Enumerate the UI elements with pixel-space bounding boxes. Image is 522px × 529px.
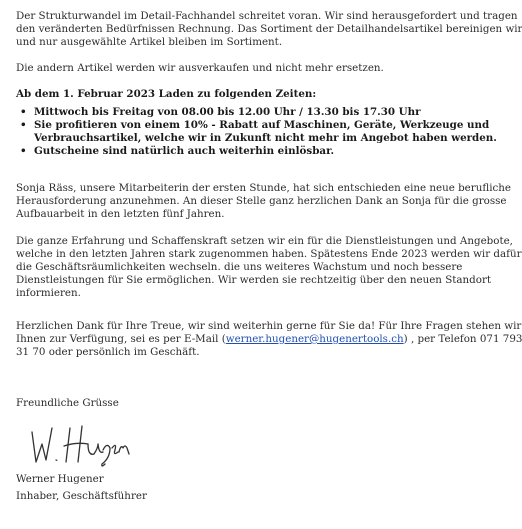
email-link[interactable]: werner.hugener@hugenertools.ch <box>225 333 404 345</box>
intro-paragraph <box>16 10 522 49</box>
list-item-discount: • Sie profitieren von einem 10% - Rabatt auf Maschinen, Geräte, Werkzeuge und Verbrauchsartikel, welche wir in Zukunft nicht mehr im Angebot haben werden. <box>16 119 456 145</box>
list-item-hours: • Mittwoch bis Freitag von 08.00 bis 12.00 Uhr / 13.30 bis 17.30 Uhr <box>16 106 456 119</box>
signer-name: Werner Hugener <box>16 473 104 485</box>
contact-paragraph: Herzlichen Dank für Ihre Treue, wir sind weiterhin gerne für Sie da! Für Ihre Fragen stehen wir Ihnen zur Verfügung, sei es per E-Mail (werner.hugener@hugenertools.ch) , per Telefon 071 793 31 70 oder persönlich im Geschäft. <box>16 320 522 358</box>
services-paragraph: Die ganze Erfahrung und Schaffenskraft setzen wir ein für die Dienstleistungen und Angebote, welche in den letzten Jahren stark zugenommen haben. Spätestens Ende 2023 werden wir dafür die Geschäftsräumlichkeiten wechseln. die uns weiteres Wachstum und noch bessere Dienstleistungen für Sie ermöglichen. Wir werden sie rechtzeitig über den neuen Standort informieren. <box>16 235 522 299</box>
closing-salutation: Freundliche Grüsse <box>16 397 119 409</box>
clearance-paragraph: Die andern Artikel werden wir ausverkaufen und nicht mehr ersetzen. <box>16 62 384 74</box>
signer-role: Inhaber, Geschäftsführer <box>16 490 147 502</box>
staff-paragraph: Sonja Räss, unsere Mitarbeiterin der ersten Stunde, hat sich entschieden eine neue berufliche Herausforderung anzunehmen. An dieser Stelle ganz herzlichen Dank an Sonja für die grosse Aufbauarbeit in den letzten fünf Jahren. <box>16 182 511 220</box>
intro-line: den veränderten Bedürfnissen Rechnung. Das Sortiment der Detailhandelsartikel bereinigen wir <box>16 23 522 35</box>
handwritten-signature <box>24 416 134 468</box>
intro-line: und nur ausgewählte Artikel bleiben im Sortiment. <box>16 36 283 48</box>
announcement-list <box>16 106 497 158</box>
intro-line: Der Strukturwandel im Detail-Fachhandel schreitet voran. Wir sind herausgefordert und tragen <box>16 10 518 22</box>
opening-hours-heading: Ab dem 1. Februar 2023 Laden zu folgenden Zeiten: <box>16 88 317 100</box>
list-item-vouchers: • Gutscheine sind natürlich auch weiterhin einlösbar. <box>16 145 456 158</box>
